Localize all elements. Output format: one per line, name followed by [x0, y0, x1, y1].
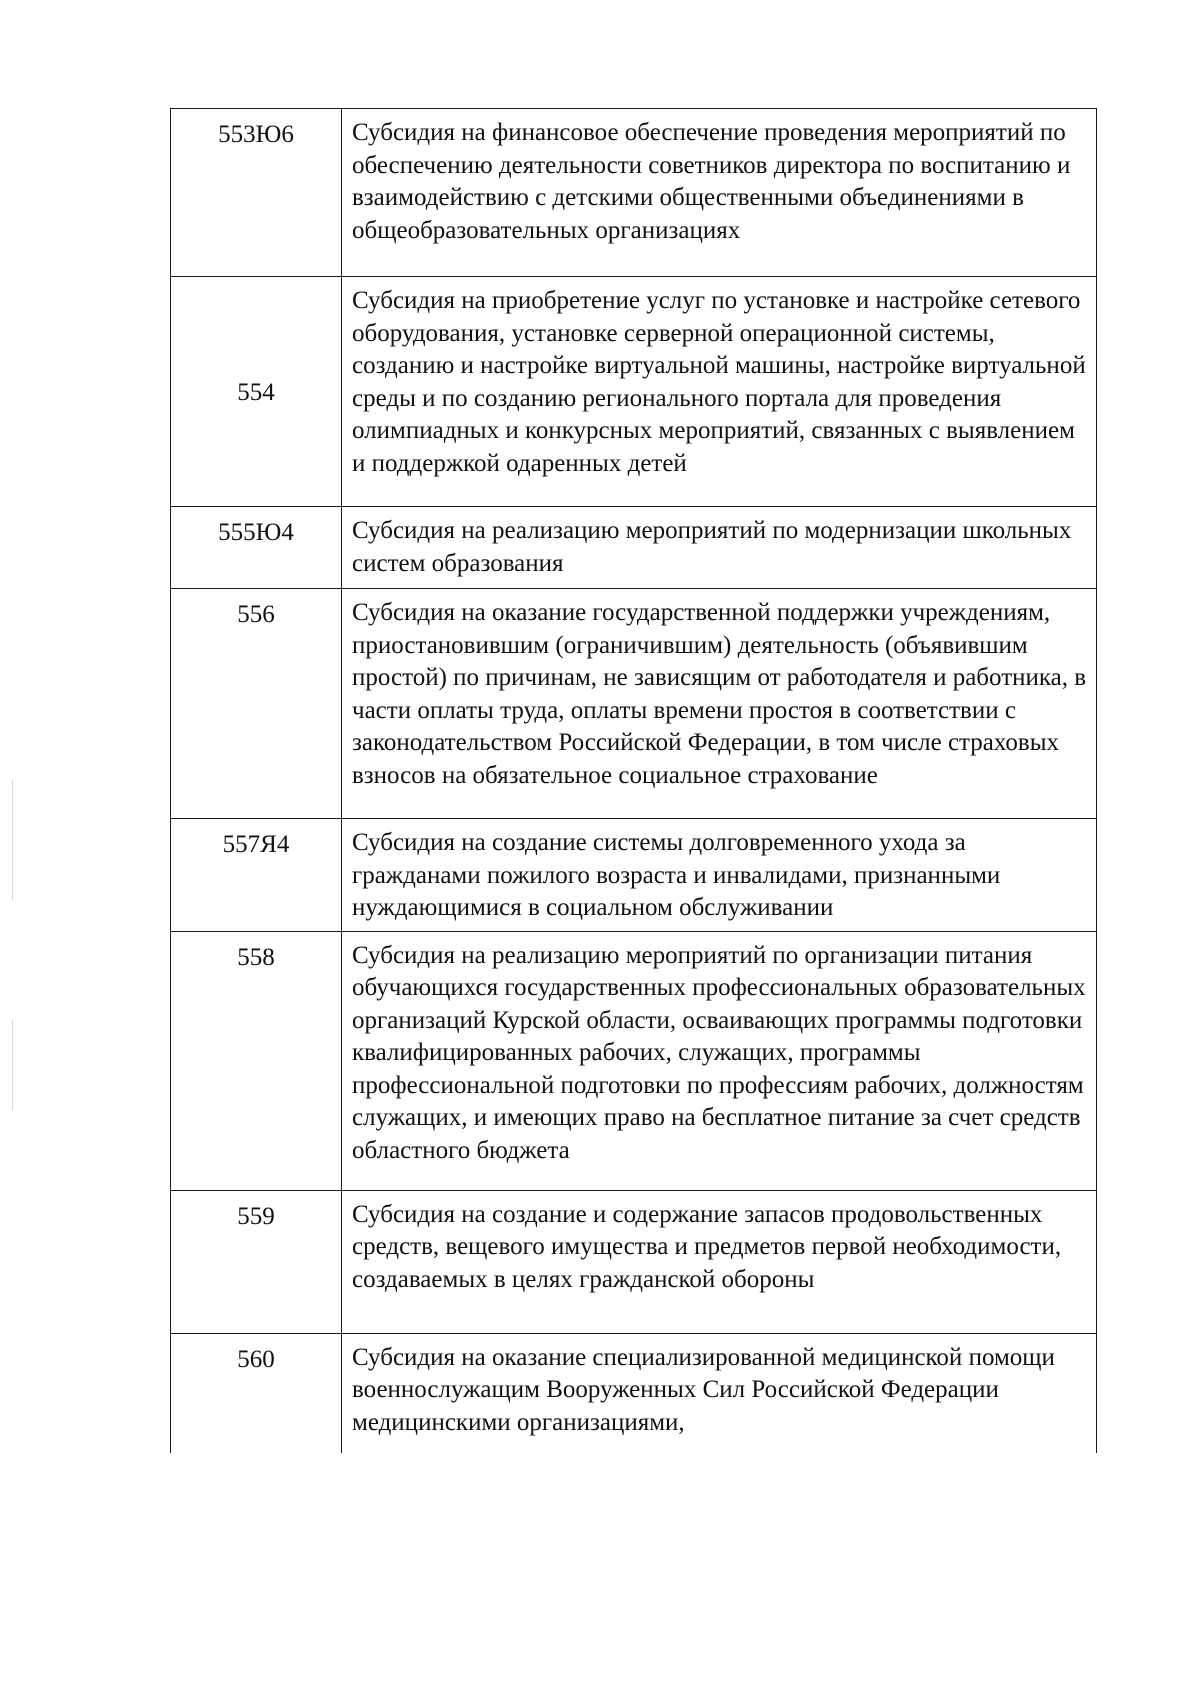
code-cell: 557Я4 — [171, 819, 342, 932]
description-cell: Субсидия на реализацию мероприятий по модернизации школьных систем образования — [342, 507, 1097, 589]
code-cell: 560 — [171, 1333, 342, 1453]
table-row — [171, 589, 1097, 819]
table-row — [171, 819, 1097, 932]
code-cell: 556 — [171, 589, 342, 819]
table-row — [171, 277, 1097, 507]
code-cell: 553Ю6 — [171, 109, 342, 277]
description-cell: Субсидия на финансовое обеспечение проведения мероприятий по обеспечению деятельности советников директора по воспитанию и взаимодействию с детскими общественными объединениями в общеобразовательных организациях — [342, 109, 1097, 277]
description-cell: Субсидия на создание и содержание запасов продовольственных средств, вещевого имущества и предметов первой необходимости, создаваемых в целях гражданской обороны — [342, 1190, 1097, 1333]
subsidy-code-table — [170, 108, 1097, 1453]
code-cell: 559 — [171, 1190, 342, 1333]
code-cell: 558 — [171, 931, 342, 1190]
scan-artifact — [12, 780, 13, 900]
table-row — [171, 507, 1097, 589]
description-cell: Субсидия на приобретение услуг по установке и настройке сетевого оборудования, установке серверной операционной системы, созданию и настройке виртуальной машины, настройке виртуальной среды и по созданию регионального портала для проведения олимпиадных и конкурсных мероприятий, связанных с выявлением и поддержкой одаренных детей — [342, 277, 1097, 507]
description-cell: Субсидия на оказание государственной поддержки учреждениям, приостановившим (ограничившим) деятельность (объявившим простой) по причинам, не зависящим от работодателя и работника, в части оплаты труда, оплаты времени простоя в соответствии с законодательством Российской Федерации, в том числе страховых взносов на обязательное социальное страхование — [342, 589, 1097, 819]
code-cell: 555Ю4 — [171, 507, 342, 589]
description-cell: Субсидия на создание системы долговременного ухода за гражданами пожилого возраста и инвалидами, признанными нуждающимися в социальном обслуживании — [342, 819, 1097, 932]
table-row — [171, 931, 1097, 1190]
description-cell: Субсидия на реализацию мероприятий по организации питания обучающихся государственных профессиональных образовательных организаций Курской области, осваивающих программы подготовки квалифицированных рабочих, служащих, программы профессиональной подготовки по профессиям рабочих, должностям служащих, и имеющих право на бесплатное питание за счет средств областного бюджета — [342, 931, 1097, 1190]
scan-artifact — [12, 1020, 13, 1110]
table-row — [171, 109, 1097, 277]
description-cell: Субсидия на оказание специализированной медицинской помощи военнослужащим Вооруженных Сил Российской Федерации медицинскими организациями, — [342, 1333, 1097, 1453]
table-row — [171, 1190, 1097, 1333]
code-cell: 554 — [171, 277, 342, 507]
table-row — [171, 1333, 1097, 1453]
